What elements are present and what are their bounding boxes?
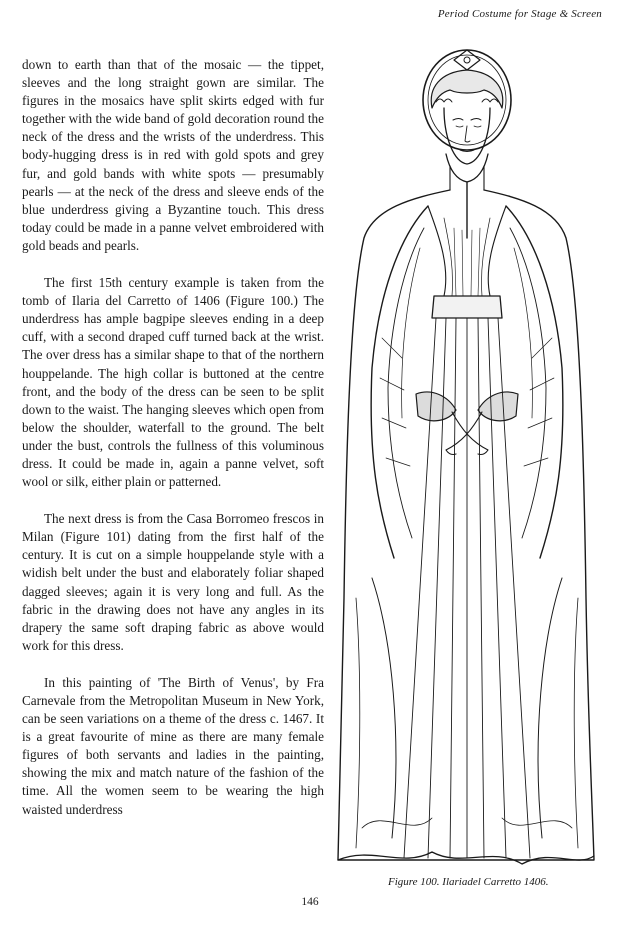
running-head: Period Costume for Stage & Screen <box>437 8 602 20</box>
hair <box>431 70 503 108</box>
paragraph-2: The first 15th century example is taken from the tomb of Ilaria del Carretto of 1406 (Figure 100.) The underdress has ample bagpipe sleeves ending in a deep cuff, with a second draped cuff turned back at the wrist. The over dress has a similar shape to that of the northern houppelande. The high collar is buttoned at the centre front, and the body of the dress can be seen to be split down to the waist. The hanging sleeves which open from below the shoulder, waterfall to the ground. The belt under the bust, controls the fullness of this voluminous dress. It could be made in, again a panne velvet, soft wool or silk, either plain or patterned. <box>22 275 324 490</box>
high-collar <box>446 154 488 182</box>
headdress-ornament <box>454 50 480 70</box>
belt <box>432 296 502 318</box>
left-sleeve <box>371 206 428 558</box>
body-text-column <box>22 56 324 838</box>
outer-gown <box>338 190 594 860</box>
paragraph-1: down to earth than that of the mosaic — the tippet, sleeves and the long straight gown are similar. The figures in the mosaics have split skirts edged with fur together with the wide band of gold decoration round the neck of the dress and the wrists of the underdress. This body-hugging dress is in red with gold spots and grey fur, and gold bands with white spots — presumably pearls — at the neck of the dress and sleeve ends of the blue underdress giving a Byzantine touch. This dress today could be made in a panne velvet embroidered with gold beads and pearls. <box>22 57 324 253</box>
right-cuff <box>478 392 518 421</box>
page-number: 146 <box>301 896 319 908</box>
hem <box>338 852 594 864</box>
costume-illustration <box>332 38 602 874</box>
figure-caption: Figure 100. Ilariadel Carretto 1406. <box>388 876 549 888</box>
face <box>444 108 490 164</box>
right-sleeve <box>506 206 563 558</box>
paragraph-4: In this painting of 'The Birth of Venus', by Fra Carnevale from the Metropolitan Museum in New York, can be seen variations on a theme of the dress c. 1467. It is a great favourite of mine as there are many female figures of both servants and ladies in the painting, showing the mix and match nature of the fashion of the time. All the women seem to be wearing the high waisted underdress <box>22 674 324 817</box>
paragraph-3: The next dress is from the Casa Borromeo frescos in Milan (Figure 101) dating from the first half of the century. It is cut on a simple houppelande style with a widish belt under the bust and elaborately foliar shaped dagged sleeves; again it is very long and full. As the fabric in the drawing does not have any angles in its drapery the same soft draping fabric as above would work for this dress. <box>22 511 324 653</box>
left-cuff <box>416 392 456 421</box>
